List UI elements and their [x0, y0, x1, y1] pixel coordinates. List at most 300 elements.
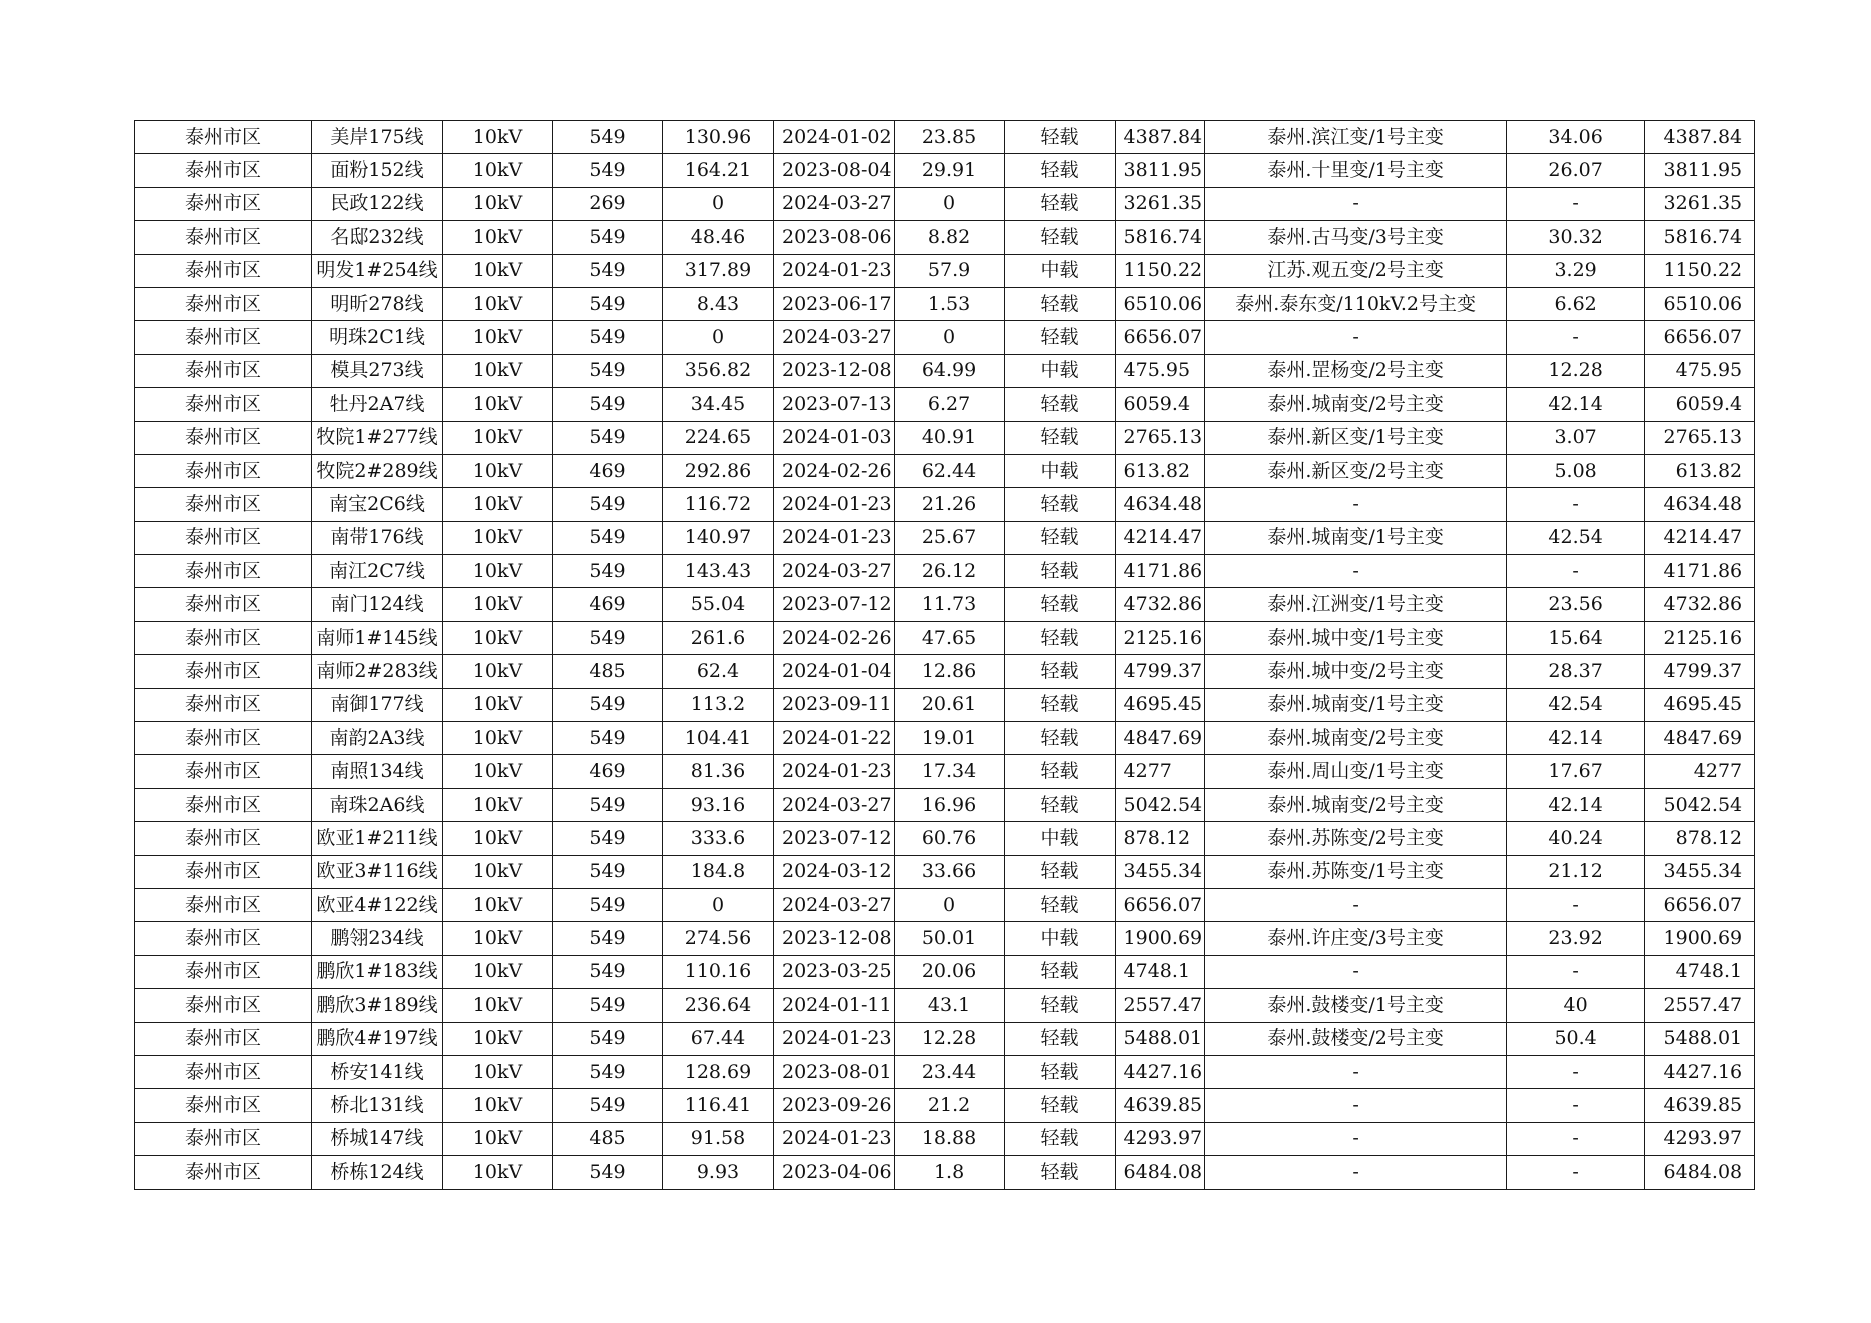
cell-max-load: 110.16	[663, 955, 774, 988]
cell-load-status: 轻载	[1004, 1089, 1115, 1122]
table-row	[135, 755, 1755, 788]
cell-date: 2024-01-22	[774, 722, 895, 755]
cell-load-status: 轻载	[1004, 488, 1115, 521]
cell-capacity: 549	[553, 621, 663, 654]
cell-transformer: -	[1205, 488, 1507, 521]
cell-max-load: 0	[663, 888, 774, 921]
cell-available-capacity: 1150.22	[1115, 254, 1205, 287]
cell-line-name: 南宝2C6线	[312, 488, 443, 521]
table-row	[135, 354, 1755, 387]
cell-date: 2024-03-12	[774, 855, 895, 888]
cell-capacity: 549	[553, 688, 663, 721]
cell-available-capacity: 613.82	[1115, 454, 1205, 487]
cell-available-capacity: 6510.06	[1115, 287, 1205, 320]
cell-transformer-rate: -	[1507, 321, 1645, 354]
cell-open-capacity: 4799.37	[1645, 655, 1755, 688]
cell-voltage: 10kV	[443, 688, 553, 721]
cell-date: 2023-12-08	[774, 922, 895, 955]
cell-date: 2024-01-23	[774, 1022, 895, 1055]
cell-voltage: 10kV	[443, 221, 553, 254]
table-body	[135, 121, 1755, 1190]
cell-max-load: 55.04	[663, 588, 774, 621]
cell-line-name: 鹏欣1#183线	[312, 955, 443, 988]
cell-transformer-rate: -	[1507, 187, 1645, 220]
cell-transformer: 泰州.苏陈变/1号主变	[1205, 855, 1507, 888]
cell-transformer: 泰州.泰东变/110kV.2号主变	[1205, 287, 1507, 320]
cell-capacity: 549	[553, 488, 663, 521]
cell-region: 泰州市区	[135, 989, 312, 1022]
cell-load-status: 轻载	[1004, 1055, 1115, 1088]
cell-voltage: 10kV	[443, 788, 553, 821]
cell-available-capacity: 878.12	[1115, 822, 1205, 855]
cell-voltage: 10kV	[443, 1122, 553, 1155]
cell-date: 2024-01-02	[774, 121, 895, 154]
cell-transformer-rate: 17.67	[1507, 755, 1645, 788]
cell-load-rate: 43.1	[894, 989, 1004, 1022]
table-row	[135, 989, 1755, 1022]
cell-load-rate: 26.12	[894, 555, 1004, 588]
cell-transformer: 泰州.江洲变/1号主变	[1205, 588, 1507, 621]
cell-voltage: 10kV	[443, 1156, 553, 1189]
cell-line-name: 南师1#145线	[312, 621, 443, 654]
table-row	[135, 254, 1755, 287]
cell-voltage: 10kV	[443, 121, 553, 154]
cell-voltage: 10kV	[443, 488, 553, 521]
cell-line-name: 桥城147线	[312, 1122, 443, 1155]
cell-line-name: 牡丹2A7线	[312, 388, 443, 421]
cell-line-name: 南御177线	[312, 688, 443, 721]
table-row	[135, 888, 1755, 921]
cell-transformer-rate: 12.28	[1507, 354, 1645, 387]
cell-max-load: 48.46	[663, 221, 774, 254]
cell-region: 泰州市区	[135, 722, 312, 755]
cell-transformer-rate: 42.14	[1507, 388, 1645, 421]
cell-load-rate: 12.28	[894, 1022, 1004, 1055]
cell-transformer-rate: -	[1507, 1156, 1645, 1189]
cell-max-load: 128.69	[663, 1055, 774, 1088]
cell-max-load: 261.6	[663, 621, 774, 654]
cell-transformer: 泰州.城南变/1号主变	[1205, 688, 1507, 721]
cell-voltage: 10kV	[443, 621, 553, 654]
cell-transformer: 泰州.城中变/1号主变	[1205, 621, 1507, 654]
cell-transformer: 泰州.苏陈变/2号主变	[1205, 822, 1507, 855]
cell-open-capacity: 2125.16	[1645, 621, 1755, 654]
cell-voltage: 10kV	[443, 254, 553, 287]
cell-transformer: 泰州.鼓楼变/1号主变	[1205, 989, 1507, 1022]
cell-load-rate: 62.44	[894, 454, 1004, 487]
cell-open-capacity: 5816.74	[1645, 221, 1755, 254]
table-row	[135, 1055, 1755, 1088]
cell-max-load: 91.58	[663, 1122, 774, 1155]
cell-open-capacity: 4732.86	[1645, 588, 1755, 621]
cell-load-status: 轻载	[1004, 621, 1115, 654]
cell-load-rate: 64.99	[894, 354, 1004, 387]
cell-load-status: 轻载	[1004, 888, 1115, 921]
cell-transformer-rate: 6.62	[1507, 287, 1645, 320]
cell-load-status: 轻载	[1004, 588, 1115, 621]
cell-transformer-rate: 34.06	[1507, 121, 1645, 154]
cell-date: 2024-03-27	[774, 321, 895, 354]
cell-region: 泰州市区	[135, 688, 312, 721]
cell-region: 泰州市区	[135, 888, 312, 921]
cell-load-status: 轻载	[1004, 1156, 1115, 1189]
cell-open-capacity: 4695.45	[1645, 688, 1755, 721]
cell-date: 2023-08-01	[774, 1055, 895, 1088]
cell-capacity: 549	[553, 1055, 663, 1088]
cell-available-capacity: 6059.4	[1115, 388, 1205, 421]
cell-region: 泰州市区	[135, 488, 312, 521]
table-row	[135, 388, 1755, 421]
table-row	[135, 1089, 1755, 1122]
cell-line-name: 南珠2A6线	[312, 788, 443, 821]
cell-date: 2024-03-27	[774, 888, 895, 921]
cell-region: 泰州市区	[135, 121, 312, 154]
cell-region: 泰州市区	[135, 521, 312, 554]
cell-voltage: 10kV	[443, 421, 553, 454]
cell-line-name: 欧亚4#122线	[312, 888, 443, 921]
cell-region: 泰州市区	[135, 1055, 312, 1088]
cell-capacity: 549	[553, 1022, 663, 1055]
cell-open-capacity: 3811.95	[1645, 154, 1755, 187]
cell-load-status: 轻载	[1004, 388, 1115, 421]
cell-available-capacity: 4387.84	[1115, 121, 1205, 154]
cell-date: 2023-06-17	[774, 287, 895, 320]
cell-capacity: 549	[553, 555, 663, 588]
cell-date: 2024-01-23	[774, 1122, 895, 1155]
cell-max-load: 143.43	[663, 555, 774, 588]
cell-capacity: 269	[553, 187, 663, 220]
cell-date: 2023-07-13	[774, 388, 895, 421]
cell-transformer: -	[1205, 955, 1507, 988]
cell-available-capacity: 4732.86	[1115, 588, 1205, 621]
cell-load-rate: 0	[894, 888, 1004, 921]
cell-transformer-rate: -	[1507, 488, 1645, 521]
cell-transformer: 泰州.新区变/2号主变	[1205, 454, 1507, 487]
cell-open-capacity: 4847.69	[1645, 722, 1755, 755]
cell-date: 2023-04-06	[774, 1156, 895, 1189]
table-row	[135, 788, 1755, 821]
cell-max-load: 116.41	[663, 1089, 774, 1122]
table-row	[135, 187, 1755, 220]
cell-region: 泰州市区	[135, 421, 312, 454]
cell-line-name: 鹏欣4#197线	[312, 1022, 443, 1055]
cell-max-load: 164.21	[663, 154, 774, 187]
cell-region: 泰州市区	[135, 454, 312, 487]
cell-line-name: 模具273线	[312, 354, 443, 387]
table-row	[135, 555, 1755, 588]
cell-line-name: 明珠2C1线	[312, 321, 443, 354]
cell-capacity: 549	[553, 1089, 663, 1122]
cell-load-rate: 11.73	[894, 588, 1004, 621]
cell-transformer: 泰州.城南变/2号主变	[1205, 388, 1507, 421]
cell-available-capacity: 2125.16	[1115, 621, 1205, 654]
cell-line-name: 南江2C7线	[312, 555, 443, 588]
cell-voltage: 10kV	[443, 722, 553, 755]
cell-load-rate: 25.67	[894, 521, 1004, 554]
cell-transformer-rate: 15.64	[1507, 621, 1645, 654]
cell-available-capacity: 2765.13	[1115, 421, 1205, 454]
cell-region: 泰州市区	[135, 855, 312, 888]
table-row	[135, 655, 1755, 688]
cell-region: 泰州市区	[135, 621, 312, 654]
cell-transformer: -	[1205, 1089, 1507, 1122]
cell-load-status: 轻载	[1004, 521, 1115, 554]
table-row	[135, 955, 1755, 988]
cell-open-capacity: 6059.4	[1645, 388, 1755, 421]
cell-line-name: 南师2#283线	[312, 655, 443, 688]
cell-line-name: 欧亚3#116线	[312, 855, 443, 888]
cell-date: 2024-01-23	[774, 521, 895, 554]
cell-line-name: 南带176线	[312, 521, 443, 554]
cell-transformer-rate: -	[1507, 1089, 1645, 1122]
table-row	[135, 621, 1755, 654]
cell-region: 泰州市区	[135, 555, 312, 588]
cell-voltage: 10kV	[443, 1022, 553, 1055]
cell-available-capacity: 6656.07	[1115, 888, 1205, 921]
cell-transformer: 泰州.鼓楼变/2号主变	[1205, 1022, 1507, 1055]
cell-load-rate: 20.61	[894, 688, 1004, 721]
cell-date: 2024-03-27	[774, 555, 895, 588]
cell-transformer: 泰州.新区变/1号主变	[1205, 421, 1507, 454]
cell-available-capacity: 4277	[1115, 755, 1205, 788]
cell-date: 2023-09-26	[774, 1089, 895, 1122]
cell-load-rate: 1.8	[894, 1156, 1004, 1189]
cell-date: 2023-12-08	[774, 354, 895, 387]
cell-capacity: 549	[553, 521, 663, 554]
table-row	[135, 154, 1755, 187]
cell-capacity: 549	[553, 421, 663, 454]
cell-region: 泰州市区	[135, 1089, 312, 1122]
cell-load-rate: 23.44	[894, 1055, 1004, 1088]
cell-transformer-rate: 42.54	[1507, 688, 1645, 721]
cell-transformer-rate: 23.92	[1507, 922, 1645, 955]
cell-line-name: 明发1#254线	[312, 254, 443, 287]
cell-max-load: 292.86	[663, 454, 774, 487]
cell-max-load: 130.96	[663, 121, 774, 154]
cell-transformer: 泰州.周山变/1号主变	[1205, 755, 1507, 788]
cell-transformer-rate: 23.56	[1507, 588, 1645, 621]
cell-available-capacity: 4634.48	[1115, 488, 1205, 521]
cell-capacity: 549	[553, 922, 663, 955]
cell-voltage: 10kV	[443, 354, 553, 387]
cell-voltage: 10kV	[443, 755, 553, 788]
cell-max-load: 8.43	[663, 287, 774, 320]
cell-voltage: 10kV	[443, 521, 553, 554]
cell-transformer-rate: -	[1507, 555, 1645, 588]
cell-transformer: -	[1205, 1156, 1507, 1189]
cell-capacity: 549	[553, 287, 663, 320]
cell-available-capacity: 4695.45	[1115, 688, 1205, 721]
cell-transformer: 泰州.古马变/3号主变	[1205, 221, 1507, 254]
cell-capacity: 549	[553, 121, 663, 154]
cell-load-status: 轻载	[1004, 321, 1115, 354]
cell-line-name: 民政122线	[312, 187, 443, 220]
cell-open-capacity: 2765.13	[1645, 421, 1755, 454]
cell-load-status: 轻载	[1004, 655, 1115, 688]
table-row	[135, 221, 1755, 254]
cell-date: 2023-09-11	[774, 688, 895, 721]
cell-region: 泰州市区	[135, 187, 312, 220]
cell-load-status: 轻载	[1004, 955, 1115, 988]
cell-transformer-rate: -	[1507, 1122, 1645, 1155]
cell-capacity: 469	[553, 588, 663, 621]
cell-open-capacity: 6656.07	[1645, 888, 1755, 921]
cell-transformer: 江苏.观五变/2号主变	[1205, 254, 1507, 287]
cell-line-name: 牧院1#277线	[312, 421, 443, 454]
cell-load-rate: 17.34	[894, 755, 1004, 788]
cell-transformer: 泰州.城南变/1号主变	[1205, 521, 1507, 554]
cell-capacity: 549	[553, 855, 663, 888]
cell-voltage: 10kV	[443, 888, 553, 921]
cell-load-status: 轻载	[1004, 221, 1115, 254]
cell-transformer-rate: 3.07	[1507, 421, 1645, 454]
cell-region: 泰州市区	[135, 287, 312, 320]
cell-transformer-rate: 5.08	[1507, 454, 1645, 487]
cell-transformer: 泰州.许庄变/3号主变	[1205, 922, 1507, 955]
table-row	[135, 521, 1755, 554]
table-row	[135, 1022, 1755, 1055]
cell-load-rate: 12.86	[894, 655, 1004, 688]
cell-capacity: 549	[553, 1156, 663, 1189]
cell-load-rate: 23.85	[894, 121, 1004, 154]
cell-transformer-rate: 50.4	[1507, 1022, 1645, 1055]
cell-line-name: 名邸232线	[312, 221, 443, 254]
cell-max-load: 104.41	[663, 722, 774, 755]
cell-voltage: 10kV	[443, 922, 553, 955]
cell-load-status: 轻载	[1004, 688, 1115, 721]
table-row	[135, 488, 1755, 521]
cell-max-load: 317.89	[663, 254, 774, 287]
table-row	[135, 287, 1755, 320]
table-row	[135, 588, 1755, 621]
cell-available-capacity: 4748.1	[1115, 955, 1205, 988]
cell-load-rate: 57.9	[894, 254, 1004, 287]
cell-load-status: 轻载	[1004, 1122, 1115, 1155]
cell-load-status: 轻载	[1004, 855, 1115, 888]
cell-max-load: 224.65	[663, 421, 774, 454]
cell-load-rate: 18.88	[894, 1122, 1004, 1155]
cell-load-status: 中载	[1004, 254, 1115, 287]
cell-load-rate: 19.01	[894, 722, 1004, 755]
cell-region: 泰州市区	[135, 955, 312, 988]
cell-transformer: 泰州.城南变/2号主变	[1205, 722, 1507, 755]
cell-line-name: 桥北131线	[312, 1089, 443, 1122]
cell-capacity: 549	[553, 254, 663, 287]
cell-transformer: 泰州.滨江变/1号主变	[1205, 121, 1507, 154]
cell-load-rate: 16.96	[894, 788, 1004, 821]
cell-load-rate: 0	[894, 321, 1004, 354]
cell-date: 2024-02-26	[774, 621, 895, 654]
cell-date: 2024-01-03	[774, 421, 895, 454]
cell-open-capacity: 4171.86	[1645, 555, 1755, 588]
cell-transformer: 泰州.城南变/2号主变	[1205, 788, 1507, 821]
cell-available-capacity: 3811.95	[1115, 154, 1205, 187]
table-row	[135, 855, 1755, 888]
cell-available-capacity: 5488.01	[1115, 1022, 1205, 1055]
cell-open-capacity: 3261.35	[1645, 187, 1755, 220]
cell-region: 泰州市区	[135, 588, 312, 621]
cell-available-capacity: 4171.86	[1115, 555, 1205, 588]
cell-max-load: 116.72	[663, 488, 774, 521]
cell-load-rate: 6.27	[894, 388, 1004, 421]
cell-max-load: 0	[663, 321, 774, 354]
cell-load-status: 轻载	[1004, 788, 1115, 821]
cell-capacity: 549	[553, 354, 663, 387]
cell-region: 泰州市区	[135, 1022, 312, 1055]
cell-capacity: 549	[553, 321, 663, 354]
cell-load-status: 轻载	[1004, 421, 1115, 454]
cell-available-capacity: 3261.35	[1115, 187, 1205, 220]
cell-load-status: 轻载	[1004, 187, 1115, 220]
cell-voltage: 10kV	[443, 287, 553, 320]
cell-line-name: 牧院2#289线	[312, 454, 443, 487]
cell-date: 2024-01-23	[774, 488, 895, 521]
cell-max-load: 81.36	[663, 755, 774, 788]
cell-capacity: 549	[553, 888, 663, 921]
table-row	[135, 421, 1755, 454]
cell-region: 泰州市区	[135, 154, 312, 187]
cell-voltage: 10kV	[443, 454, 553, 487]
cell-open-capacity: 613.82	[1645, 454, 1755, 487]
cell-region: 泰州市区	[135, 755, 312, 788]
cell-voltage: 10kV	[443, 1055, 553, 1088]
cell-date: 2024-03-27	[774, 187, 895, 220]
cell-open-capacity: 475.95	[1645, 354, 1755, 387]
cell-transformer-rate: 28.37	[1507, 655, 1645, 688]
cell-capacity: 485	[553, 1122, 663, 1155]
cell-transformer-rate: 30.32	[1507, 221, 1645, 254]
cell-transformer-rate: 21.12	[1507, 855, 1645, 888]
cell-open-capacity: 4634.48	[1645, 488, 1755, 521]
cell-date: 2023-08-04	[774, 154, 895, 187]
cell-region: 泰州市区	[135, 655, 312, 688]
cell-max-load: 333.6	[663, 822, 774, 855]
cell-line-name: 欧亚1#211线	[312, 822, 443, 855]
cell-available-capacity: 2557.47	[1115, 989, 1205, 1022]
cell-capacity: 549	[553, 955, 663, 988]
cell-open-capacity: 6656.07	[1645, 321, 1755, 354]
cell-transformer-rate: 42.54	[1507, 521, 1645, 554]
cell-line-name: 美岸175线	[312, 121, 443, 154]
cell-capacity: 485	[553, 655, 663, 688]
cell-load-status: 轻载	[1004, 287, 1115, 320]
table-row	[135, 688, 1755, 721]
cell-open-capacity: 4427.16	[1645, 1055, 1755, 1088]
cell-available-capacity: 4639.85	[1115, 1089, 1205, 1122]
cell-load-rate: 21.26	[894, 488, 1004, 521]
cell-load-status: 中载	[1004, 454, 1115, 487]
cell-line-name: 南韵2A3线	[312, 722, 443, 755]
cell-voltage: 10kV	[443, 989, 553, 1022]
cell-load-rate: 60.76	[894, 822, 1004, 855]
cell-date: 2023-07-12	[774, 822, 895, 855]
cell-line-name: 南照134线	[312, 755, 443, 788]
cell-line-name: 南门124线	[312, 588, 443, 621]
cell-transformer-rate: -	[1507, 888, 1645, 921]
cell-available-capacity: 5042.54	[1115, 788, 1205, 821]
cell-max-load: 34.45	[663, 388, 774, 421]
cell-transformer-rate: 42.14	[1507, 788, 1645, 821]
cell-region: 泰州市区	[135, 254, 312, 287]
cell-transformer: -	[1205, 1055, 1507, 1088]
cell-date: 2024-03-27	[774, 788, 895, 821]
cell-transformer: -	[1205, 555, 1507, 588]
cell-date: 2024-01-23	[774, 254, 895, 287]
cell-available-capacity: 4427.16	[1115, 1055, 1205, 1088]
cell-load-rate: 29.91	[894, 154, 1004, 187]
cell-capacity: 549	[553, 989, 663, 1022]
cell-transformer: -	[1205, 321, 1507, 354]
